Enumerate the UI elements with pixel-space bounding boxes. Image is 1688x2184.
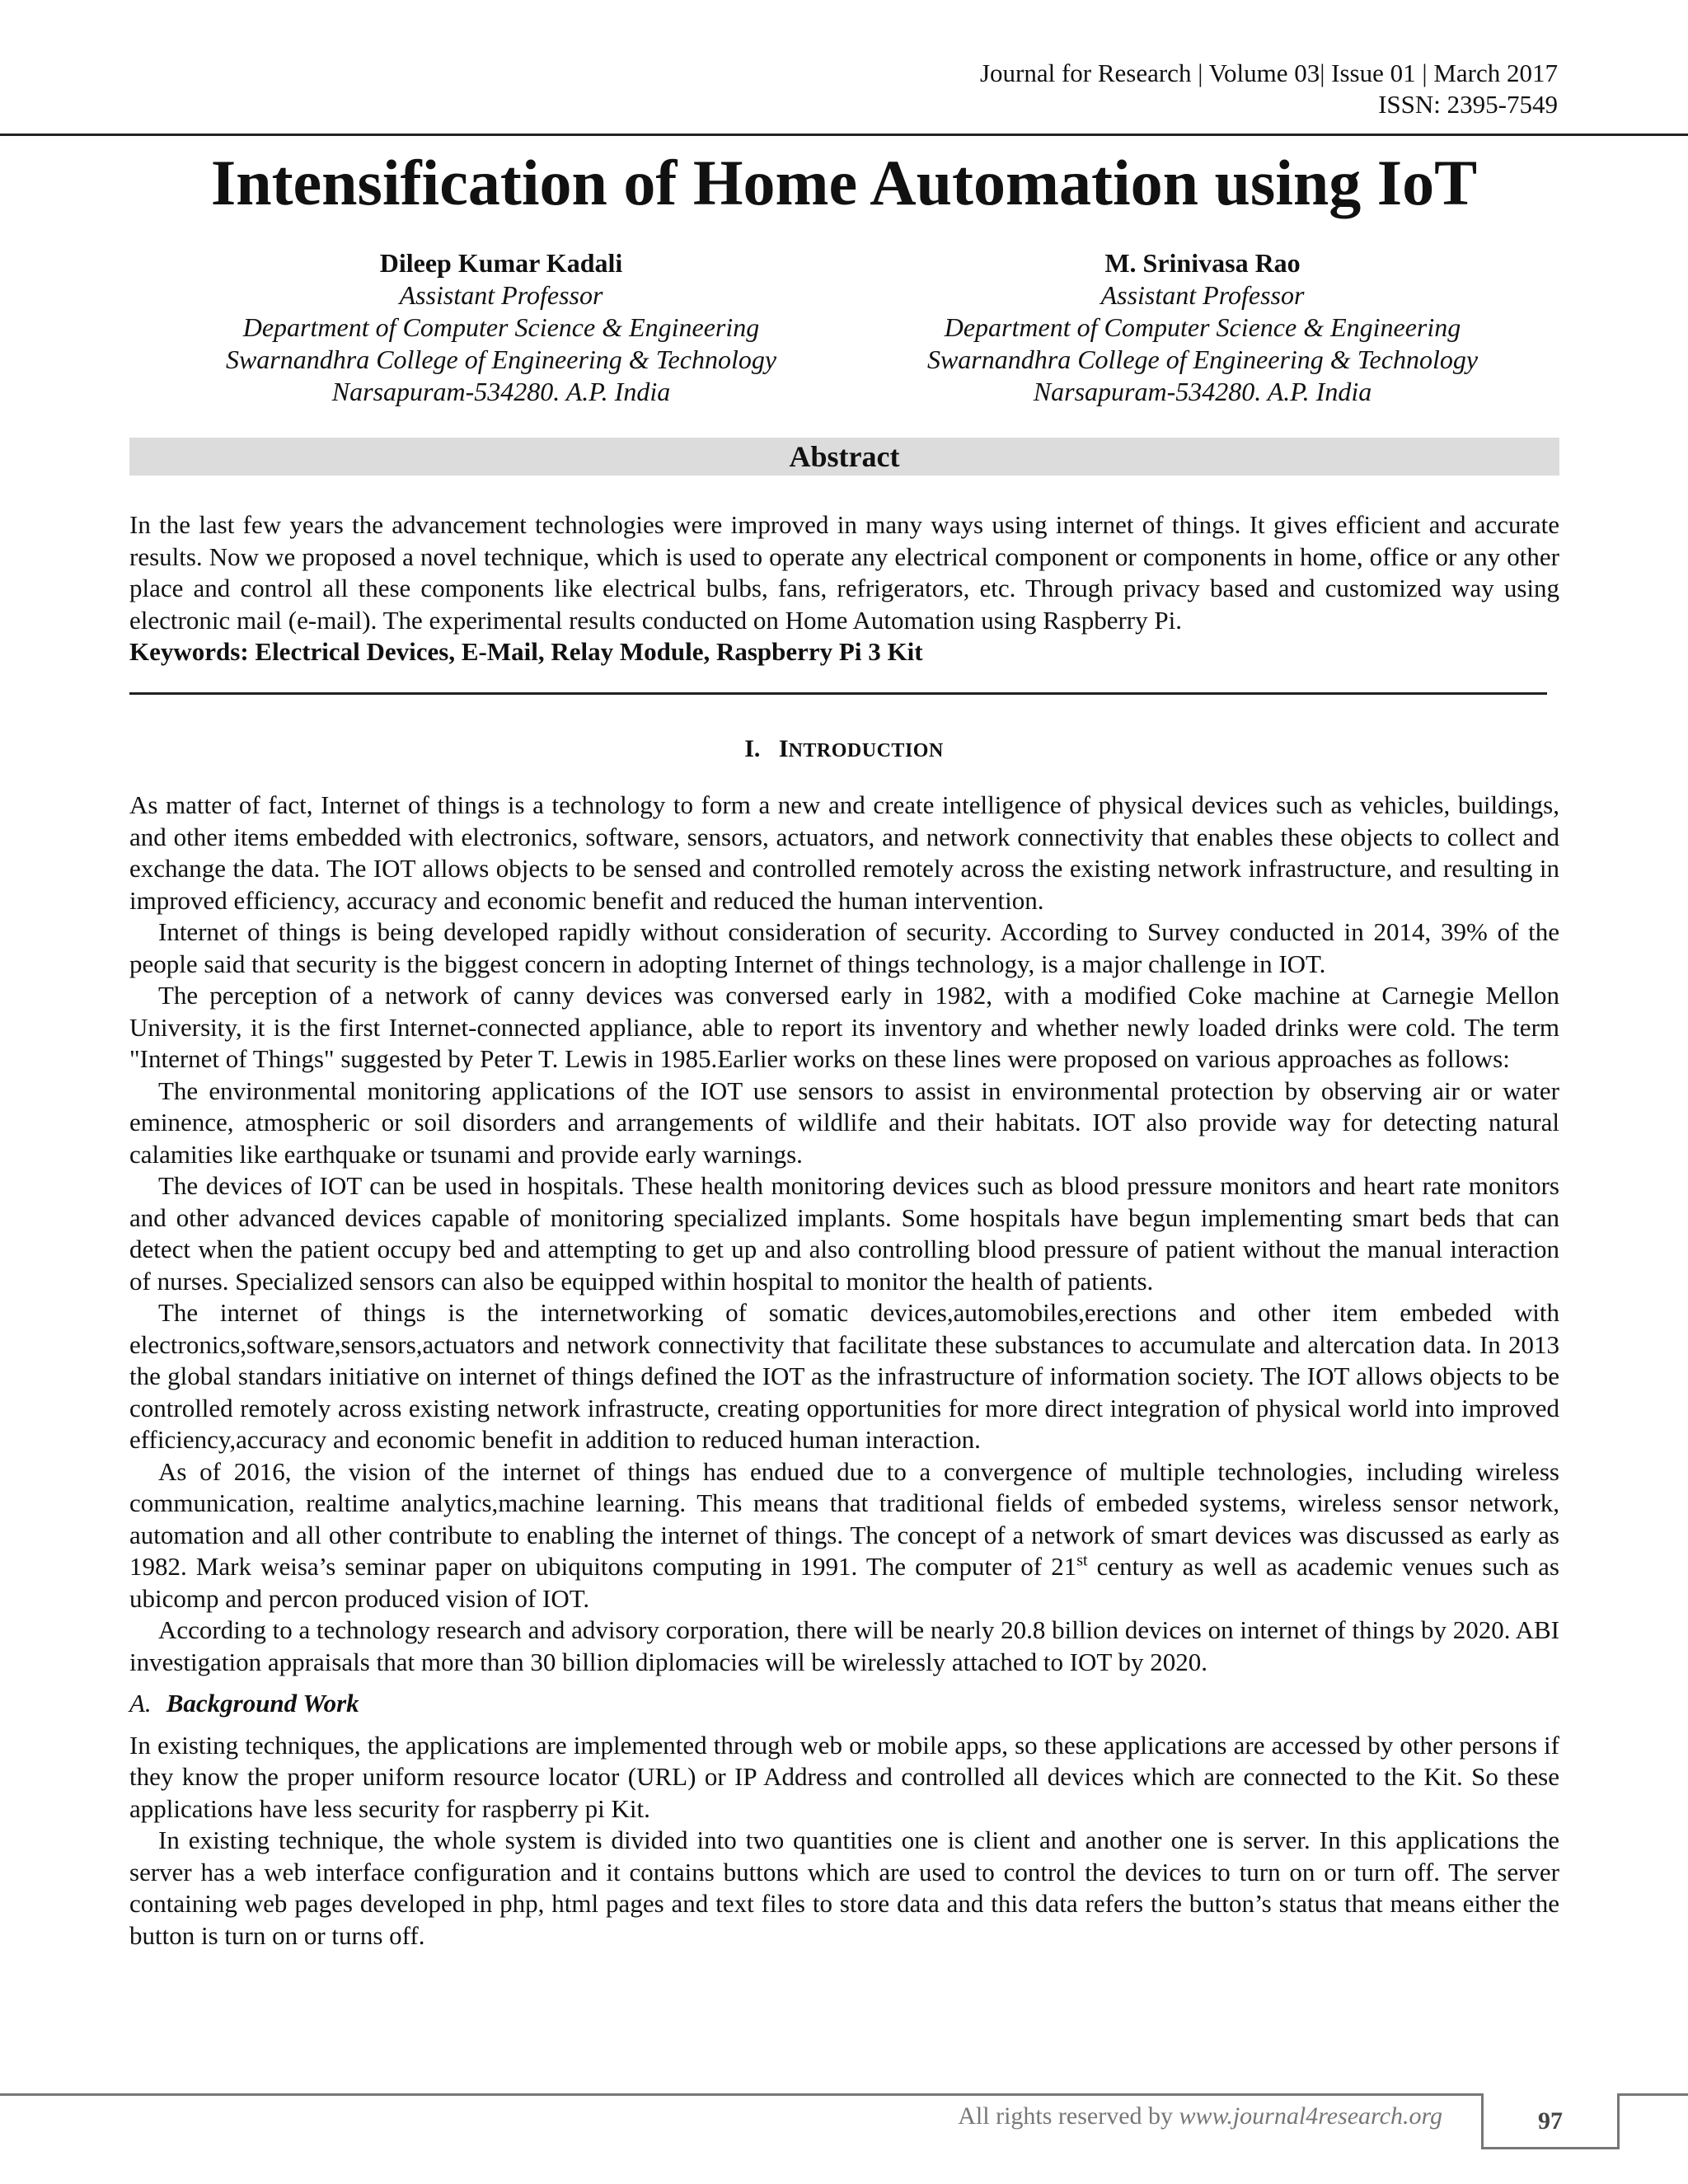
author-institution: Swarnandhra College of Engineering & Technology: [926, 344, 1479, 374]
subsection-label: A.: [129, 1689, 152, 1718]
running-head: [980, 58, 1558, 120]
footer-rights: [948, 2100, 1442, 2133]
keywords-rule: [129, 692, 1547, 695]
author-name: Dileep Kumar Kadali: [379, 248, 623, 278]
author-location: Narsapuram-534280. A.P. India: [331, 377, 671, 406]
keywords: Keywords: Electrical Devices, E-Mail, Relay Module, Raspberry Pi 3 Kit: [129, 637, 923, 666]
body-text: [129, 790, 1559, 1952]
page-number: 97: [1481, 2093, 1620, 2149]
header-rule: [0, 134, 1688, 136]
background-paragraph-2: In existing technique, the whole system is divided into two quantities one is client and another one is server. In this applications the server has a web interface configuration and it contains buttons which are used to control the devices to turn on or turn off. The server containing web pages developed in php, html pages and text files to store data and this data refers the button’s status that means either the button is turn on or turns off.: [129, 1825, 1559, 1950]
issn: ISSN: 2395-7549: [1378, 90, 1558, 119]
author-department: Department of Computer Science & Engineering: [944, 312, 1461, 342]
para7-text-a: As of 2016, the vision of the internet of things has endued due to a convergence of multiple technologies, including wireless communication, realtime analytics,machine learning. This means that traditional fields of embeded systems, wireless sensor network, automation and all other contribute to enabling the internet of things. The concept of a network of smart devices was discussed as early as 1982. Mark weisa’s seminar paper on ubiquitons computing in 1991. The computer of 21: [129, 1456, 1559, 1581]
section-numeral: I.: [744, 735, 761, 762]
subsection-title: Background Work: [166, 1689, 359, 1718]
abstract-heading: Abstract: [129, 438, 1559, 476]
superscript-st: st: [1076, 1551, 1088, 1570]
author-institution: Swarnandhra College of Engineering & Technology: [225, 344, 777, 374]
author-location: Narsapuram-534280. A.P. India: [1033, 377, 1372, 406]
intro-paragraph-5: The devices of IOT can be used in hospitals. These health monitoring devices such as blood pressure monitors and heart rate monitors and other advanced devices capable of monitoring specialized implants. Some hospitals have begun implementing smart beds that can detect when the patient occupy bed and attempting to get up and also controlling blood pressure of patient without the manual interaction of nurses. Specialized sensors can also be equipped within hospital to monitor the health of patients.: [129, 1171, 1559, 1296]
footer-rule-left: [0, 2093, 1481, 2096]
author-name: M. Srinivasa Rao: [1104, 248, 1301, 278]
rights-text: All rights reserved by: [958, 2102, 1179, 2130]
section-rest: NTRODUCTION: [788, 740, 944, 762]
author-block-1: [163, 247, 839, 408]
paper-title: Intensification of Home Automation using IoT: [210, 147, 1478, 218]
intro-paragraph-4: The environmental monitoring applications of the IOT use sensors to assist in environmental protection by observing air or water eminence, atmospheric or soil disorders and arrangements of wildlife and their habitats. IOT also provide way for detecting natural calamities like earthquake or tsunami and provide early warnings.: [129, 1076, 1559, 1169]
background-paragraph-1: In existing techniques, the applications are implemented through web or mobile apps, so these applications are accessed by other persons if they know the proper uniform resource locator (URL) or IP Address and controlled all devices which are connected to the Kit. So these applications have less security for raspberry pi Kit.: [129, 1730, 1559, 1823]
author-position: Assistant Professor: [399, 280, 603, 310]
footer-rule-right: [1620, 2093, 1688, 2096]
section-heading-introduction: [0, 733, 1688, 766]
journal-url[interactable]: www.journal4research.org: [1179, 2102, 1442, 2130]
para7-text-b: century as well as academic venues such as ubicomp and percon produced vision of IOT.: [129, 1552, 1559, 1613]
intro-paragraph-3: The perception of a network of canny devices was conversed early in 1982, with a modified Coke machine at Carnegie Mellon University, it is the first Internet-connected appliance, able to report its inventory and whether newly loaded drinks were cold. The term "Internet of Things" suggested by Peter T. Lewis in 1985.Earlier works on these lines were proposed on various approaches as follows:: [129, 981, 1559, 1073]
intro-paragraph-7: [129, 1456, 1559, 1615]
abstract-body: [129, 509, 1559, 668]
author-block-2: [865, 247, 1540, 408]
intro-paragraph-1: As matter of fact, Internet of things is a technology to form a new and create intelligence of physical devices such as vehicles, buildings, and other items embedded with electronics, software, sensors, actuators, and network connectivity that enables these objects to collect and exchange the data. The IOT allows objects to be sensed and controlled remotely across the existing network infrastructure, and resulting in improved efficiency, accuracy and economic benefit and reduced the human intervention.: [129, 790, 1559, 915]
abstract-text: In the last few years the advancement technologies were improved in many ways using internet of things. It gives efficient and accurate results. Now we proposed a novel technique, which is used to operate any electrical component or components in home, office or any other place and control all these components like electrical bulbs, fans, refrigerators, etc. Through privacy based and customized way using electronic mail (e-mail). The experimental results conducted on Home Automation using Raspberry Pi.: [129, 510, 1559, 635]
intro-paragraph-8: According to a technology research and advisory corporation, there will be nearly 20.8 billion devices on internet of things by 2020. ABI investigation appraisals that more than 30 billion diplomacies will be wirelessly attached to IOT by 2020.: [129, 1615, 1559, 1676]
author-position: Assistant Professor: [1100, 280, 1305, 310]
intro-paragraph-6: The internet of things is the internetworking of somatic devices,automobiles,erections and other item embeded with electronics,software,sensors,actuators and network connectivity that facilitate these substances to accumulate and altercation data. In 2013 the global standars initiative on internet of things defined the IOT as the infrastructure of information society. The IOT allows objects to be controlled remotely across existing network infrastructe, creating opportunities for more direct integration of physical world into improved efficiency,accuracy and economic benefit in addition to reduced human interaction.: [129, 1298, 1559, 1454]
author-department: Department of Computer Science & Engineering: [242, 312, 760, 342]
subsection-heading-background: [129, 1688, 1559, 1720]
journal-line: Journal for Research | Volume 03| Issue 01 | March 2017: [979, 59, 1558, 87]
section-first-letter: I: [778, 735, 789, 762]
intro-paragraph-2: Internet of things is being developed rapidly without consideration of security. According to Survey conducted in 2014, 39% of the people said that security is the biggest concern in adopting Internet of things technology, is a major challenge in IOT.: [129, 917, 1559, 978]
